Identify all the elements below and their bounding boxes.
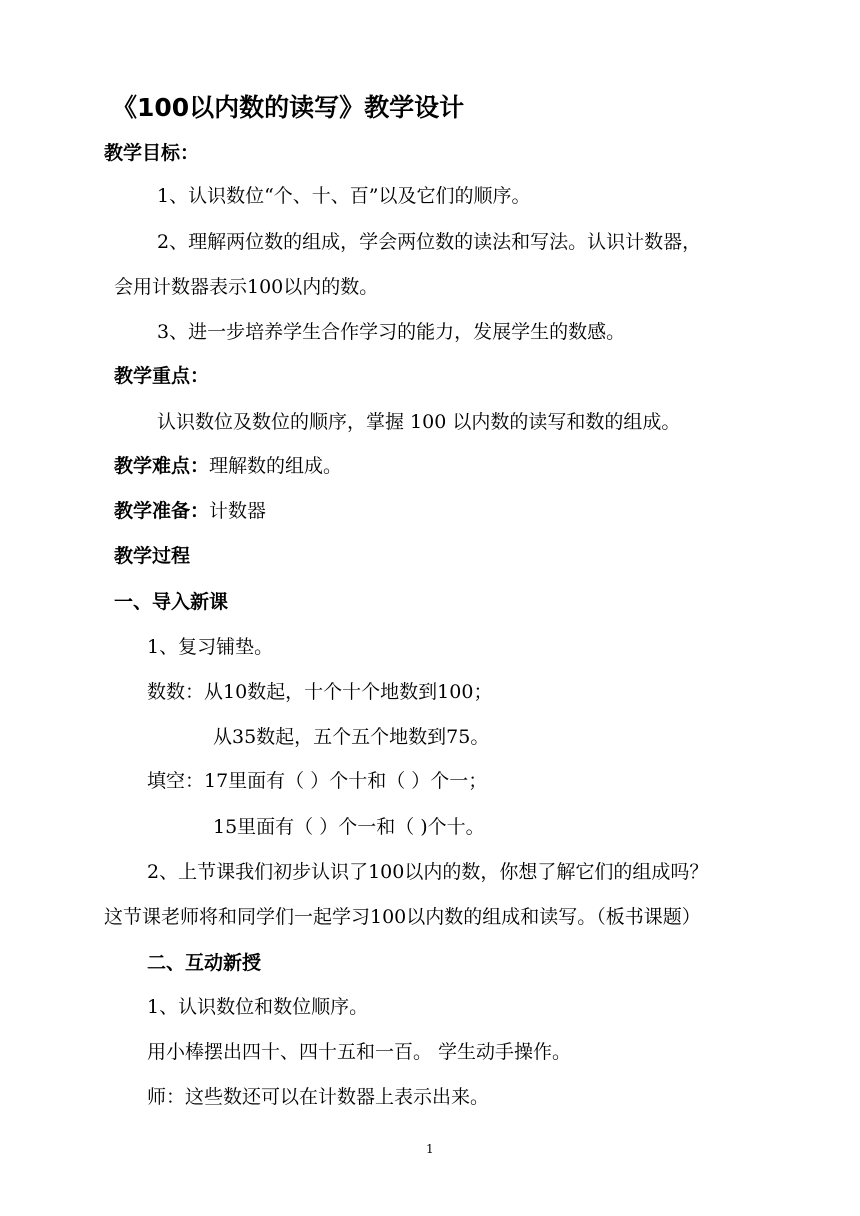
objective-item: 3、进一步培养学生合作学习的能力，发展学生的数感。: [157, 321, 626, 343]
section2-line: 用小棒摆出四十、四十五和一百。 学生动手操作。: [147, 1041, 572, 1063]
objective-item: 2、理解两位数的组成，学会两位数的读法和写法。认识计数器，: [157, 231, 702, 253]
preparation-text: 计数器: [209, 500, 267, 522]
section1-line: 1、复习铺垫。: [147, 636, 274, 658]
section2-line: 师：这些数还可以在计数器上表示出来。: [147, 1086, 490, 1108]
preparation-label: 教学准备：: [114, 500, 210, 522]
section1-line: 15里面有（ ）个一和（ )个十。: [213, 816, 485, 838]
section2-heading: 二、互动新授: [147, 952, 262, 974]
process-heading: 教学过程: [114, 545, 191, 567]
objective-item: 会用计数器表示100以内的数。: [114, 276, 379, 298]
section1-line: 这节课老师将和同学们一起学习100以内数的组成和读写。（板书课题）: [104, 906, 701, 928]
difficulty-text: 理解数的组成。: [209, 455, 343, 477]
key-points-heading: 教学重点：: [114, 365, 210, 387]
document-title: 《100以内数的读写》教学设计: [112, 93, 465, 122]
section1-line: 数数：从10数起，十个十个地数到100；: [147, 681, 493, 703]
objective-item: 1、认识数位“个、十、百”以及它们的顺序。: [157, 185, 531, 207]
section1-line: 从35数起，五个五个地数到75。: [213, 726, 490, 748]
section1-line: 填空：17里面有（ ）个十和（ ）个一；: [147, 770, 488, 792]
key-points-text: 认识数位及数位的顺序，掌握 100 以内数的读写和数的组成。: [157, 411, 681, 433]
section1-line: 2、上节课我们初步认识了100以内的数，你想了解它们的组成吗？: [147, 861, 709, 883]
difficulty-line: [114, 454, 342, 478]
objectives-heading: 教学目标：: [104, 142, 200, 164]
page-number: 1: [426, 1142, 434, 1156]
difficulty-label: 教学难点：: [114, 455, 210, 477]
section2-line: 1、认识数位和数位顺序。: [147, 996, 369, 1018]
preparation-line: [114, 499, 266, 523]
section1-heading: 一、导入新课: [114, 591, 229, 613]
